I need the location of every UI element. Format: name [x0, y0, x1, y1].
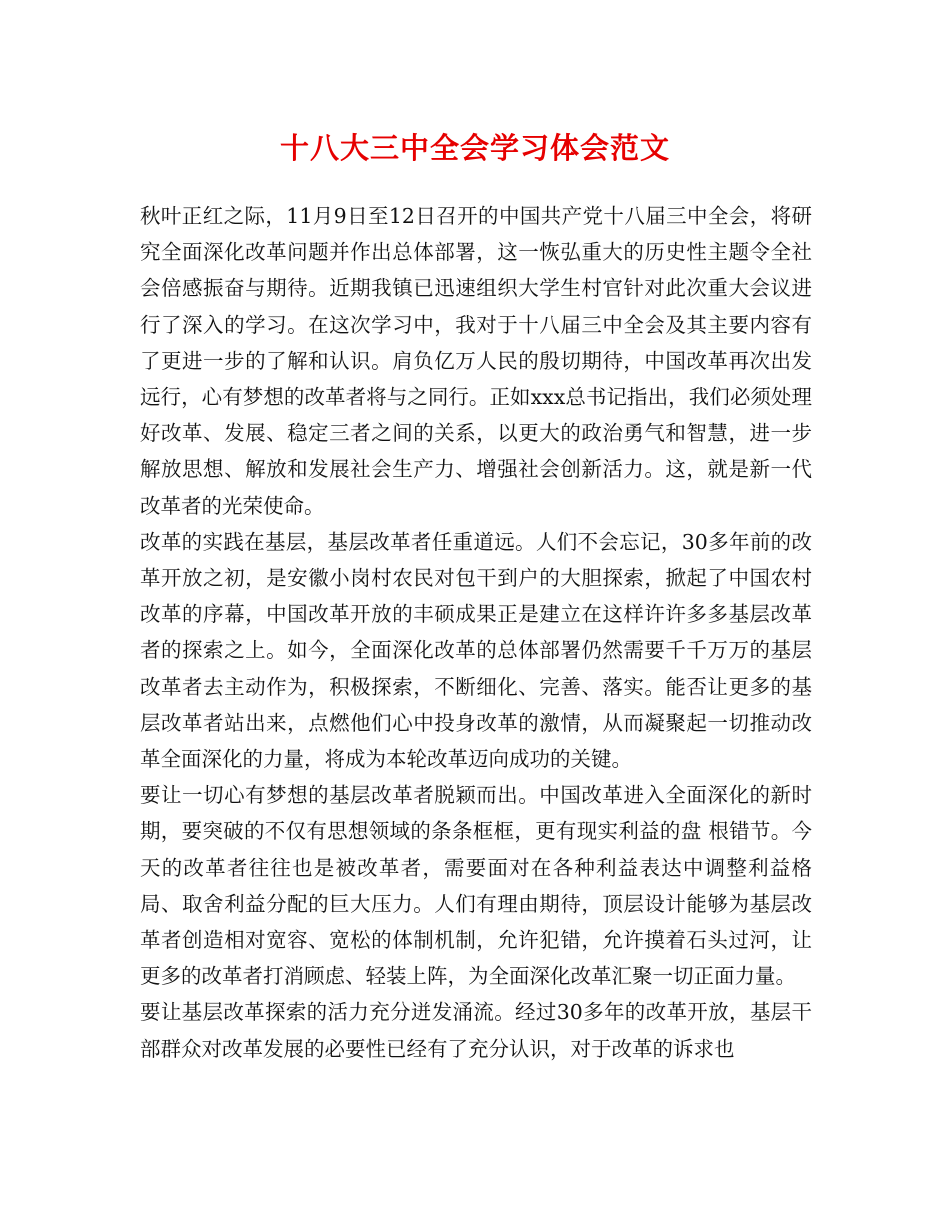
paragraph-1: 秋叶正红之际，11月9日至12日召开的中国共产党十八届三中全会，将研究全面深化改革问题并作出总体部署，这一恢弘重大的历史性主题令全社会倍感振奋与期待。近期我镇已迅速组织大学生村官针对此次重大会议进行了深入的学习。在这次学习中，我对于十八届三中全会及其主要内容有了更进一步的了解和认识。肩负亿万人民的殷切期待，中国改革再次出发远行，心有梦想的改革者将与之同行。正如xxx总书记指出，我们必须处理好改革、发展、稳定三者之间的关系，以更大的政治勇气和智慧，进一步解放思想、解放和发展社会生产力、增强社会创新活力。这，就是新一代改革者的光荣使命。 [140, 204, 812, 518]
document-title: 十八大三中全会学习体会范文 [279, 131, 670, 165]
document-body [140, 198, 812, 1067]
paragraph-3: 要让一切心有梦想的基层改革者脱颖而出。中国改革进入全面深化的新时期，要突破的不仅有思想领域的条条框框，更有现实利益的盘 根错节。今天的改革者往往也是被改革者，需要面对在各种利益表达中调整利益格局、取舍利益分配的巨大压力。人们有理由期待，顶层设计能够为基层改革者创造相对宽容、宽松的体制机制，允许犯错，允许摸着石头过河，让更多的改革者打消顾虑、轻装上阵，为全面深化改革汇聚一切正面力量。 [140, 783, 812, 989]
paragraph-4: 要让基层改革探索的活力充分迸发涌流。经过30多年的改革开放，基层干部群众对改革发展的必要性已经有了充分认识，对于改革的诉求也 [140, 1000, 812, 1061]
paragraph-2: 改革的实践在基层，基层改革者任重道远。人们不会忘记，30多年前的改革开放之初，是安徽小岗村农民对包干到户的大胆探索，掀起了中国农村改革的序幕，中国改革开放的丰硕成果正是建立在这样许许多多基层改革者的探索之上。如今，全面深化改革的总体部署仍然需要千千万万的基层改革者去主动作为，积极探索，不断细化、完善、落实。能否让更多的基层改革者站出来，点燃他们心中投身改革的激情，从而凝聚起一切推动改革全面深化的力量，将成为本轮改革迈向成功的关键。 [140, 529, 812, 772]
